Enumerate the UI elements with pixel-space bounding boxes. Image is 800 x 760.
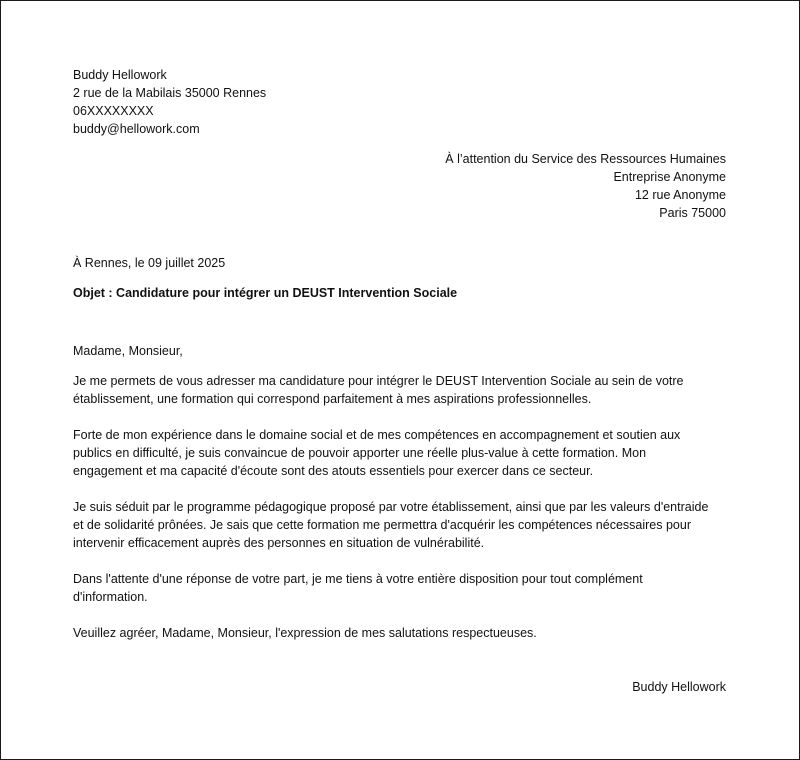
sender-name: Buddy Hellowork [73, 68, 167, 82]
paragraph-2 [73, 426, 729, 480]
signature: Buddy Hellowork [632, 680, 726, 694]
sender-phone: 06XXXXXXXX [73, 104, 154, 118]
recipient-company: Entreprise Anonyme [613, 170, 726, 184]
paragraph-line: établissement, une formation qui correspond parfaitement à mes aspirations professionnelles. [73, 392, 592, 406]
sender-address: 2 rue de la Mabilais 35000 Rennes [73, 86, 267, 100]
paragraph-line: d'information. [73, 590, 148, 604]
paragraph-line: Dans l'attente d'une réponse de votre part, je me tiens à votre entière disposition pour tout complément [73, 572, 643, 586]
paragraph-5-closing [73, 624, 729, 642]
paragraph-line: engagement et ma capacité d'écoute sont des atouts essentiels pour exercer dans ce secteur. [73, 464, 594, 478]
paragraph-3 [73, 498, 729, 552]
paragraph-line: Forte de mon expérience dans le domaine social et de mes compétences en accompagnement et soutien aux [73, 428, 681, 442]
salutation: Madame, Monsieur, [73, 344, 183, 358]
paragraph-line: Veuillez agréer, Madame, Monsieur, l'expression de mes salutations respectueuses. [73, 626, 537, 640]
paragraph-line: Je me permets de vous adresser ma candidature pour intégrer le DEUST Intervention Sociale au sein de votre [73, 374, 684, 388]
subject-line: Objet : Candidature pour intégrer un DEUST Intervention Sociale [73, 286, 458, 300]
paragraph-line: et de solidarité prônées. Je sais que cette formation me permettra d'acquérir les compétences nécessaires pour [73, 518, 691, 532]
paragraph-1 [73, 372, 729, 408]
recipient-street: 12 rue Anonyme [634, 188, 726, 202]
paragraph-line: Je suis séduit par le programme pédagogique proposé par votre établissement, ainsi que par les valeurs d'entraide [73, 500, 709, 514]
paragraph-line: publics en difficulté, je suis convaincue de pouvoir apporter une réelle plus-value à cette formation. Mon [73, 446, 647, 460]
recipient-attention: À l’attention du Service des Ressources Humaines [445, 152, 726, 166]
recipient-city: Paris 75000 [659, 206, 726, 220]
sender-block [73, 66, 266, 138]
sender-email: buddy@hellowork.com [73, 122, 200, 136]
date-line: À Rennes, le 09 juillet 2025 [73, 256, 226, 270]
recipient-block [445, 150, 726, 222]
paragraph-4 [73, 570, 729, 606]
paragraph-line: intervenir efficacement auprès des personnes en situation de vulnérabilité. [73, 536, 485, 550]
